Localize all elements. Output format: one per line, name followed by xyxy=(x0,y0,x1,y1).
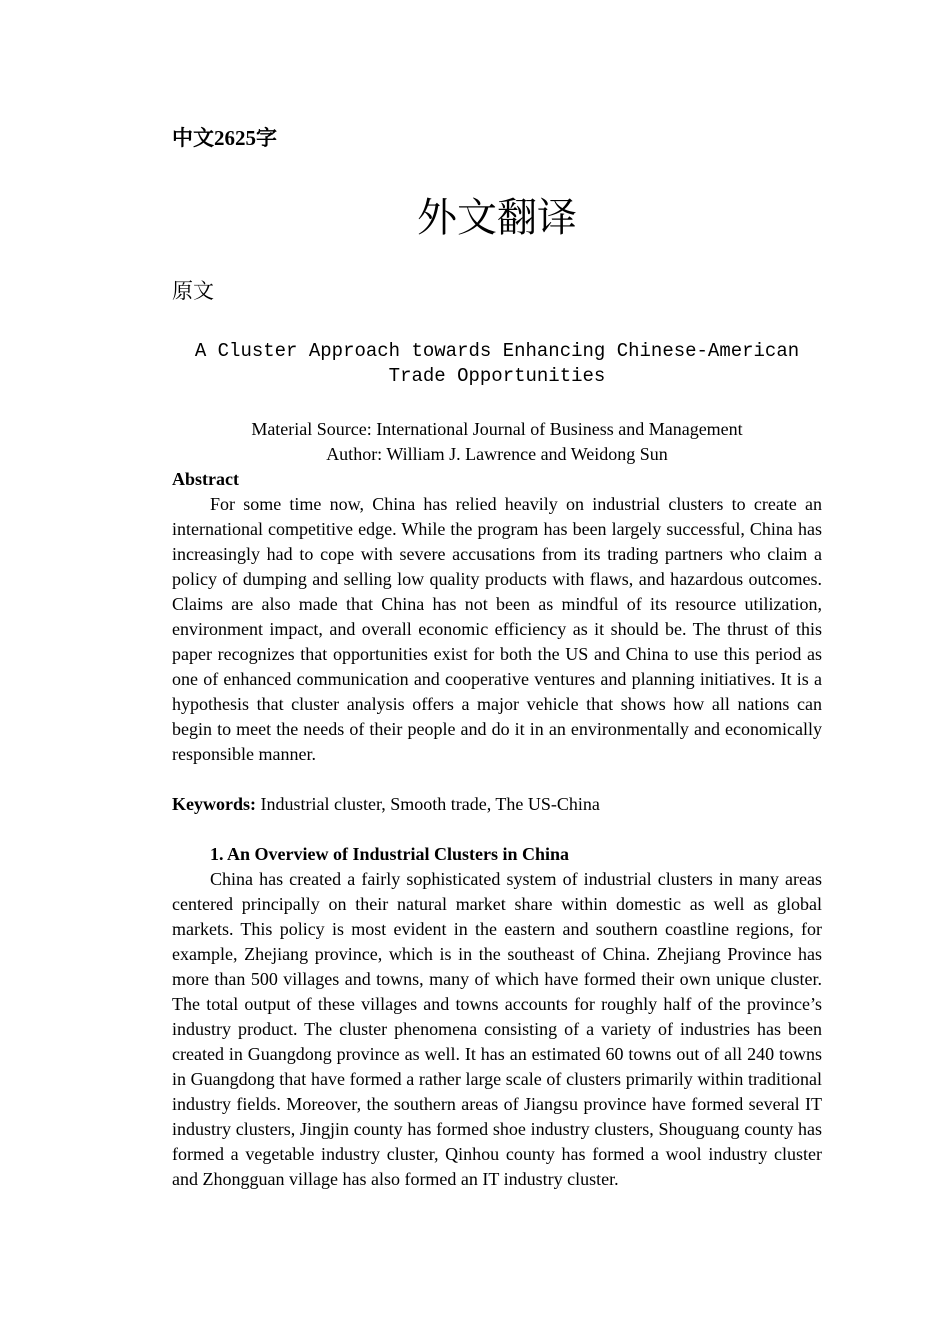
keywords-label: Keywords: xyxy=(172,794,256,814)
section-1-text: China has created a fairly sophisticated system of industrial clusters in many areas centered principally on their natural market share within domestic as well as global markets. This policy is most evident in the eastern and southern coastline regions, for example, Zhejiang province, which is in the southeast of China. Zhejiang Province has more than 500 villages and towns, many of which have formed their own unique cluster. The total output of these villages and towns accounts for roughly half of the province’s industry product. The cluster phenomena consisting of a variety of industries has been created in Guangdong province as well. It has an estimated 60 towns out of all 240 towns in Guangdong that have formed a rather large scale of clusters primarily within traditional industry fields. Moreover, the southern areas of Jiangsu province have formed several IT industry clusters, Jingjin county has formed shoe industry clusters, Shouguang county has formed a vegetable industry cluster, Qinhou county has formed a wool industry cluster and Zhongguan village has also formed an IT industry cluster. xyxy=(172,869,822,1189)
paper-title-line-1: A Cluster Approach towards Enhancing Chinese-American xyxy=(194,340,800,362)
abstract-text: For some time now, China has relied heavily on industrial clusters to create an international competitive edge. While the program has been largely successful, China has increasingly had to cope with severe accusations from its trading partners who claim a policy of dumping and selling low quality products with flaws, and hazardous outcomes. Claims are also made that China has not been as mindful of its resource utilization, environment impact, and overall economic efficiency as it should be. The thrust of this paper recognizes that opportunities exist for both the US and China to use this period as one of enhanced communication and cooperative ventures and planning initiatives. It is a hypothesis that cluster analysis offers a major vehicle that shows how all nations can begin to meet the needs of their people and do it in an environmentally and economically responsible manner. xyxy=(172,494,822,764)
keywords-line xyxy=(172,792,822,817)
document-body xyxy=(172,467,822,1192)
section-1-heading: 1. An Overview of Industrial Clusters in China xyxy=(210,844,570,864)
material-source: Material Source: International Journal of Business and Management xyxy=(251,419,743,439)
main-title: 外文翻译 xyxy=(417,195,577,241)
author-line: Author: William J. Lawrence and Weidong Sun xyxy=(326,444,668,464)
abstract-heading: Abstract xyxy=(172,469,239,489)
keywords-text: Industrial cluster, Smooth trade, The US-China xyxy=(256,794,600,814)
original-text-label: 原文 xyxy=(172,279,214,303)
paper-title xyxy=(172,339,822,389)
paper-title-line-2: Trade Opportunities xyxy=(388,365,606,387)
paper-meta xyxy=(172,417,822,467)
word-count-label: 中文2625字 xyxy=(172,126,277,150)
